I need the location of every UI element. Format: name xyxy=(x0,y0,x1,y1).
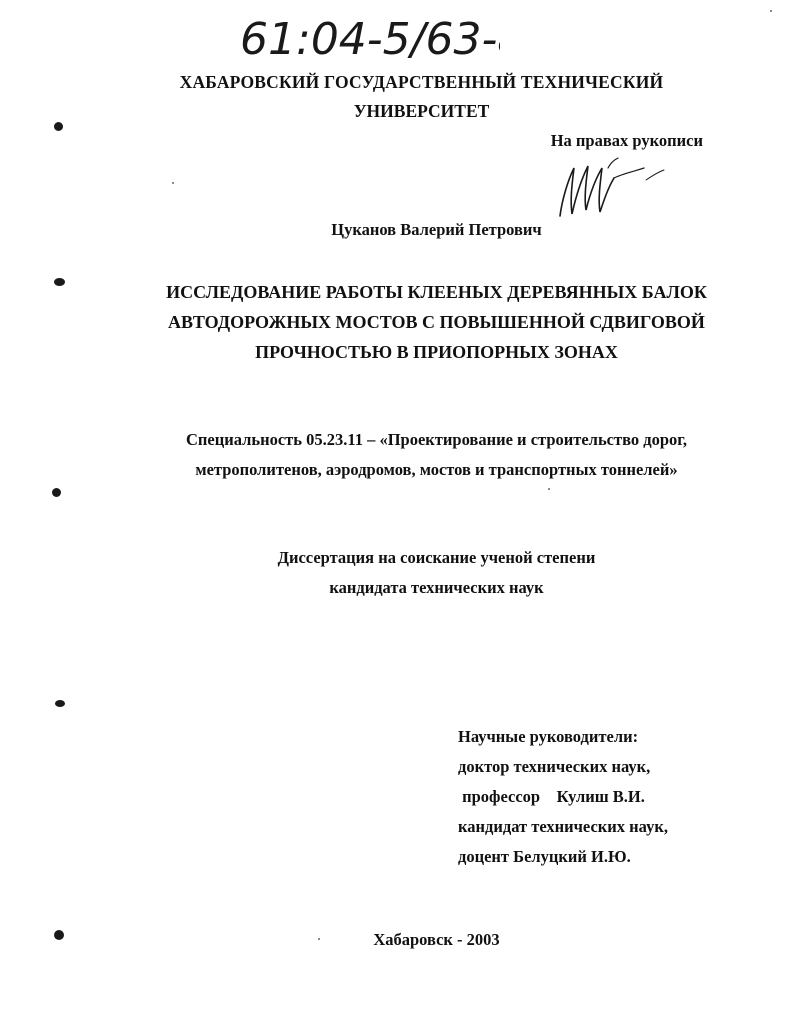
supervisors-block xyxy=(458,722,668,872)
punch-mark xyxy=(54,930,64,940)
dissertation-title xyxy=(120,277,753,367)
degree-statement xyxy=(70,543,793,603)
author-name: Цуканов Валерий Петрович xyxy=(331,220,542,239)
signature-icon xyxy=(548,150,668,230)
title-line2: АВТОДОРОЖНЫХ МОСТОВ С ПОВЫШЕННОЙ СДВИГОВОЙ xyxy=(168,312,705,332)
title-line3: ПРОЧНОСТЬЮ В ПРИОПОРНЫХ ЗОНАХ xyxy=(255,342,618,362)
punch-mark xyxy=(52,488,61,497)
scan-speck xyxy=(318,938,320,940)
specialty-line2: метрополитенов, аэродромов, мостов и транспортных тоннелей» xyxy=(195,460,678,479)
author-signature xyxy=(548,150,668,230)
punch-mark xyxy=(55,700,65,707)
supervisors-heading: Научные руководители: xyxy=(458,727,639,746)
city-year: Хабаровск - 2003 xyxy=(373,930,500,949)
catalog-number-text: 61:04-5/63-8 xyxy=(240,14,500,65)
scan-speck xyxy=(770,10,772,12)
supervisor2-degree: кандидат технических наук, xyxy=(458,817,668,836)
scan-speck xyxy=(172,182,174,184)
university-name-line2: УНИВЕРСИТЕТ xyxy=(353,101,490,121)
degree-line2: кандидата технических наук xyxy=(329,578,544,597)
punch-mark xyxy=(54,122,63,131)
supervisor2-name: доцент Белуцкий И.Ю. xyxy=(458,847,631,866)
degree-line1: Диссертация на соискание ученой степени xyxy=(277,548,596,567)
punch-mark xyxy=(54,278,65,286)
specialty-line1: Специальность 05.23.11 – «Проектирование и строительство дорог, xyxy=(185,430,688,449)
catalog-number-graphic xyxy=(240,8,500,68)
specialty xyxy=(100,425,773,485)
university-name-line1: ХАБАРОВСКИЙ ГОСУДАРСТВЕННЫЙ ТЕХНИЧЕСКИЙ xyxy=(179,72,664,92)
title-line1: ИССЛЕДОВАНИЕ РАБОТЫ КЛЕЕНЫХ ДЕРЕВЯННЫХ БАЛОК xyxy=(166,282,707,302)
rights-note: На правах рукописи xyxy=(550,131,703,150)
supervisor1-name: профессор Кулиш В.И. xyxy=(458,787,645,806)
handwritten-catalog-number xyxy=(240,8,500,68)
scan-speck xyxy=(548,488,550,490)
supervisor1-degree: доктор технических наук, xyxy=(458,757,651,776)
